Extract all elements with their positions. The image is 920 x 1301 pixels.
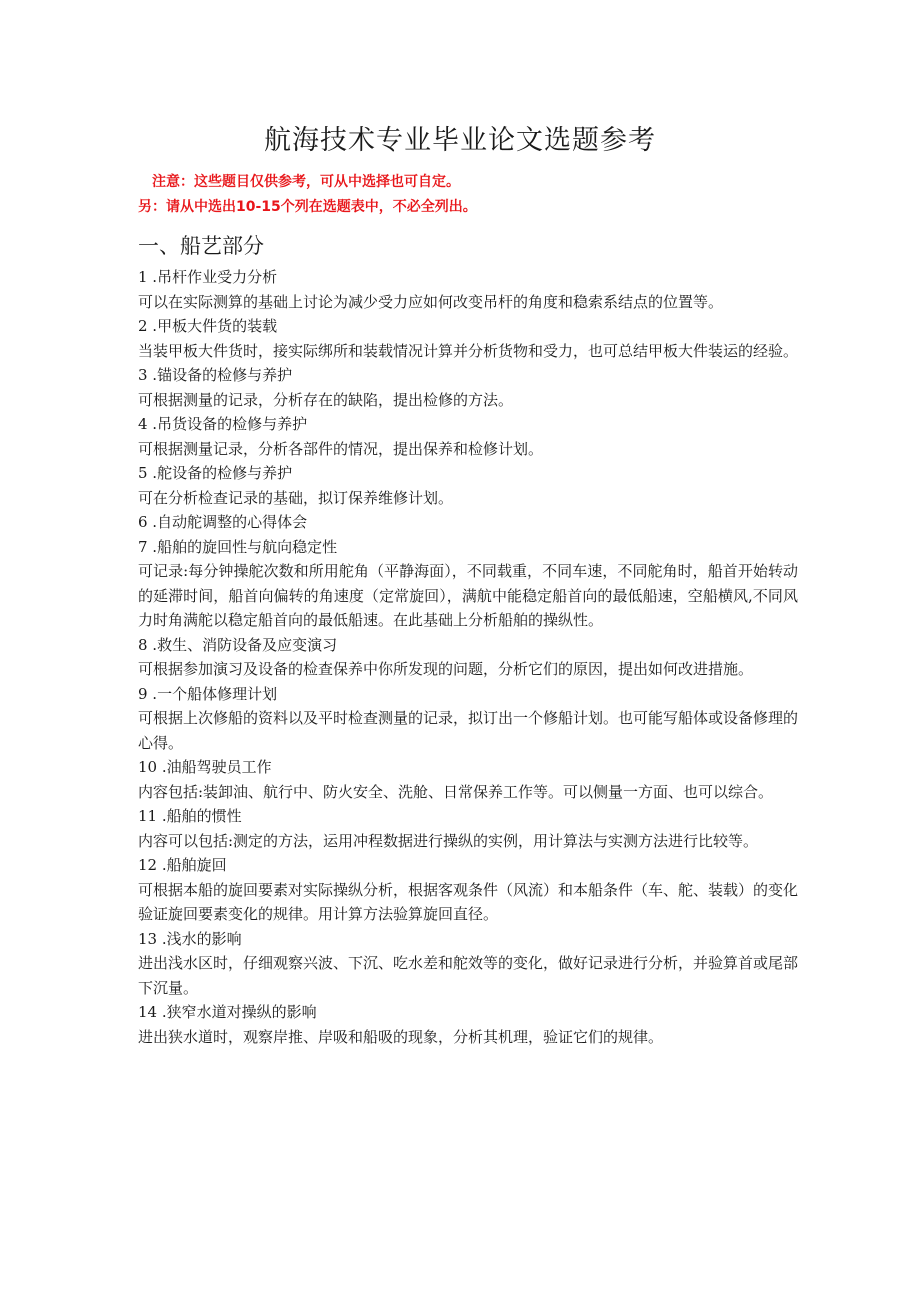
document-title: 航海技术专业毕业论文选题参考: [264, 125, 656, 156]
topic-title: 1 .吊杆作业受力分析: [138, 268, 278, 286]
topic-title: 2 .甲板大件货的装载: [138, 317, 278, 335]
topic-description: 当装甲板大件货时，接实际绑所和装载情况计算并分析货物和受力，也可总结甲板大件装运的经验。: [138, 341, 799, 360]
note-line-1: 注意：这些题目仅供参考，可从中选择也可自定。: [152, 174, 460, 190]
topic-description: 可根据上次修船的资料以及平时检查测量的记录，拟订出一个修船计划。也可能写船体或设备修理的心得。: [138, 709, 799, 752]
topic-title: 14 .狭窄水道对操纵的影响: [138, 1003, 317, 1021]
section-heading: 一、船艺部分: [138, 234, 264, 258]
topic-title: 9 .一个船体修理计划: [138, 684, 278, 703]
topic-description: 进出浅水区时，仔细观察兴波、下沉、吃水差和舵效等的变化，做好记录进行分析，并验算首或尾部下沉量。: [138, 954, 799, 997]
topic-title: 13 .浅水的影响: [138, 929, 242, 948]
topic-title: 5 .舵设备的检修与养护: [138, 464, 293, 482]
topic-description: 可在分析检查记录的基础，拟订保养维修计划。: [138, 488, 454, 507]
topic-title: 11 .船舶的惯性: [138, 807, 242, 825]
topic-description: 可记录:每分钟操舵次数和所用舵角（平静海面），不同载重，不同车速，不同舵角时，船首开始转动的延滞时间，船首向偏转的角速度（定常旋回），满航中能稳定船首向的最低船速，空船横风,不同风力时角满舵以稳定船首向的最低船速。在此基础上分析船舶的操纵性。: [138, 562, 798, 629]
topic-description: 可根据本船的旋回要素对实际操纵分析，根据客观条件（风流）和本船条件（车、舵、装载）的变化验证旋回要素变化的规律。用计算方法验算旋回直径。: [138, 880, 799, 923]
topic-title: 12 .船舶旋回: [138, 856, 227, 874]
topic-title: 7 .船舶的旋回性与航向稳定性: [138, 537, 338, 556]
note-line-2: 另：请从中选出10-15个列在选题表中，不必全列出。: [138, 199, 477, 215]
topic-description: 可根据参加演习及设备的检查保养中你所发现的问题，分析它们的原因，提出如何改进措施。: [138, 660, 754, 678]
topic-description: 内容包括:装卸油、航行中、防火安全、洗舱、日常保养工作等。可以侧量一方面、也可以综合。: [138, 782, 774, 801]
topic-description: 可以在实际测算的基础上讨论为减少受力应如何改变吊杆的角度和稳索系结点的位置等。: [138, 292, 724, 311]
topic-title: 8 .救生、消防设备及应变演习: [138, 635, 338, 654]
topic-description: 进出狭水道时，观察岸推、岸吸和船吸的现象，分析其机理，验证它们的规律。: [138, 1027, 664, 1046]
topic-title: 10 .油船驾驶员工作: [138, 758, 272, 776]
topic-description: 内容可以包括:测定的方法，运用冲程数据进行操纵的实例，用计算法与实测方法进行比较等。: [138, 831, 759, 850]
topic-description: 可根据测量记录，分析各部件的情况，提出保养和检修计划。: [138, 439, 544, 458]
topic-list: [138, 265, 798, 1049]
topic-description: 可根据测量的记录，分析存在的缺陷，提出检修的方法。: [138, 390, 514, 409]
topic-title: 4 .吊货设备的检修与养护: [138, 415, 308, 433]
topic-title: 3 .锚设备的检修与养护: [138, 366, 293, 384]
topic-title: 6 .自动舵调整的心得体会: [138, 513, 308, 531]
